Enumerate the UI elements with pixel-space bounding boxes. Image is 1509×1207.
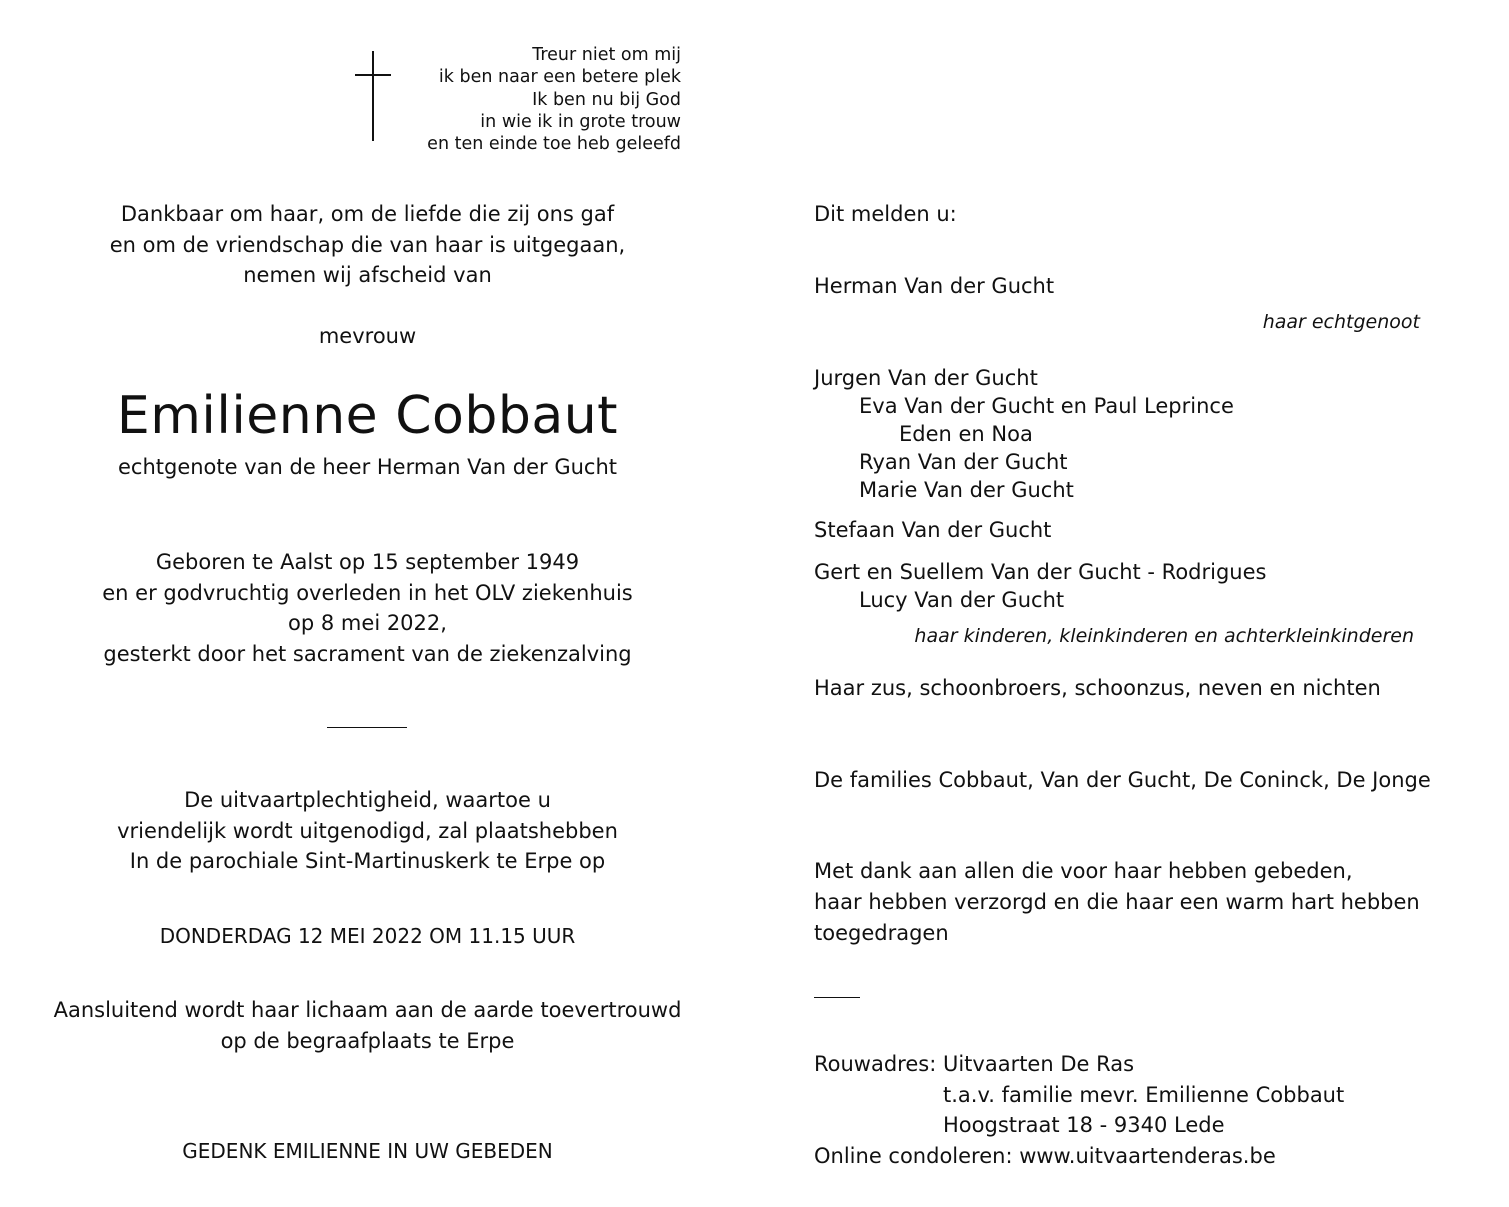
family-member: Jurgen Van der Gucht (814, 366, 1038, 390)
intro-line: Dankbaar om haar, om de liefde die zij ons gaf (120, 202, 615, 226)
address-line: Hoogstraat 18 - 9340 Lede (943, 1113, 1225, 1137)
family-member: Marie Van der Gucht (859, 478, 1074, 502)
family-member: Gert en Suellem Van der Gucht - Rodrigues (814, 560, 1267, 584)
deceased-name: Emilienne Cobbaut (116, 386, 619, 446)
ceremony-line: De uitvaartplechtigheid, waartoe u (184, 788, 551, 812)
burial-line: op de begraafplaats te Erpe (220, 1028, 515, 1053)
section-divider (327, 727, 407, 728)
poem-line: Ik ben nu bij God (532, 89, 681, 110)
thanks-line: haar hebben verzorgd en die haar een warm hart hebben (814, 890, 1420, 914)
ceremony-text (0, 785, 735, 877)
announce-line: Dit melden u: (814, 202, 957, 226)
ceremony-date: DONDERDAG 12 MEI 2022 OM 11.15 UUR (159, 924, 576, 948)
birth-death-text (0, 547, 735, 669)
burial-line: Aansluitend wordt haar lichaam aan de aarde toevertrouwd (53, 998, 682, 1022)
spouse-line: echtgenote van de heer Herman Van der Gucht (117, 455, 618, 479)
children-role: haar kinderen, kleinkinderen en achterkleinkinderen (914, 625, 1414, 647)
family-member: Eva Van der Gucht en Paul Leprince (859, 394, 1234, 418)
address-block (814, 1049, 1344, 1171)
relatives-line: Haar zus, schoonbroers, schoonzus, neven en nichten (814, 676, 1381, 700)
family-member: Ryan Van der Gucht (859, 450, 1068, 474)
cross-icon (372, 51, 374, 141)
address-label: Rouwadres: Uitvaarten De Ras (814, 1052, 1135, 1076)
online-condolence-line: Online condoleren: www.uitvaartenderas.be (814, 1143, 1276, 1168)
burial-text (0, 995, 735, 1056)
birth-death-line: Geboren te Aalst op 15 september 1949 (155, 550, 580, 574)
intro-text (0, 199, 735, 291)
spouse-name: Herman Van der Gucht (814, 274, 1055, 298)
poem-line: Treur niet om mij (532, 45, 681, 65)
birth-death-line: op 8 mei 2022, (288, 611, 447, 635)
families-line: De families Cobbaut, Van der Gucht, De Coninck, De Jonge (814, 768, 1431, 792)
remember-line: GEDENK EMILIENNE IN UW GEBEDEN (182, 1139, 553, 1163)
children-list (814, 364, 1234, 504)
address-line: t.a.v. familie mevr. Emilienne Cobbaut (943, 1082, 1345, 1107)
right-divider (814, 997, 860, 998)
thanks-line: Met dank aan allen die voor haar hebben gebeden, (814, 859, 1353, 883)
cross-icon-bar (355, 74, 391, 76)
children-list-2 (814, 558, 1266, 614)
thanks-text (814, 856, 1420, 949)
ceremony-line: In de parochiale Sint-Martinuskerk te Erpe op (129, 849, 606, 873)
intro-line: en om de vriendschap die van haar is uitgegaan, (109, 232, 626, 257)
family-member: Lucy Van der Gucht (859, 588, 1065, 612)
intro-line: nemen wij afscheid van (243, 263, 492, 287)
birth-death-line: en er godvruchtig overleden in het OLV ziekenhuis (102, 580, 633, 605)
poem-line: in wie ik in grote trouw (480, 111, 681, 132)
birth-death-line: gesterkt door het sacrament van de ziekenzalving (103, 641, 632, 666)
poem-line: en ten einde toe heb geleefd (427, 134, 681, 155)
family-member: Eden en Noa (899, 422, 1033, 446)
family-member: Stefaan Van der Gucht (814, 518, 1052, 542)
salutation: mevrouw (318, 324, 417, 348)
ceremony-line: vriendelijk wordt uitgenodigd, zal plaatshebben (117, 818, 618, 843)
thanks-line: toegedragen (814, 921, 949, 945)
poem-line: ik ben naar een betere plek (438, 67, 681, 88)
poem (427, 44, 681, 155)
spouse-role: haar echtgenoot (1262, 311, 1420, 333)
